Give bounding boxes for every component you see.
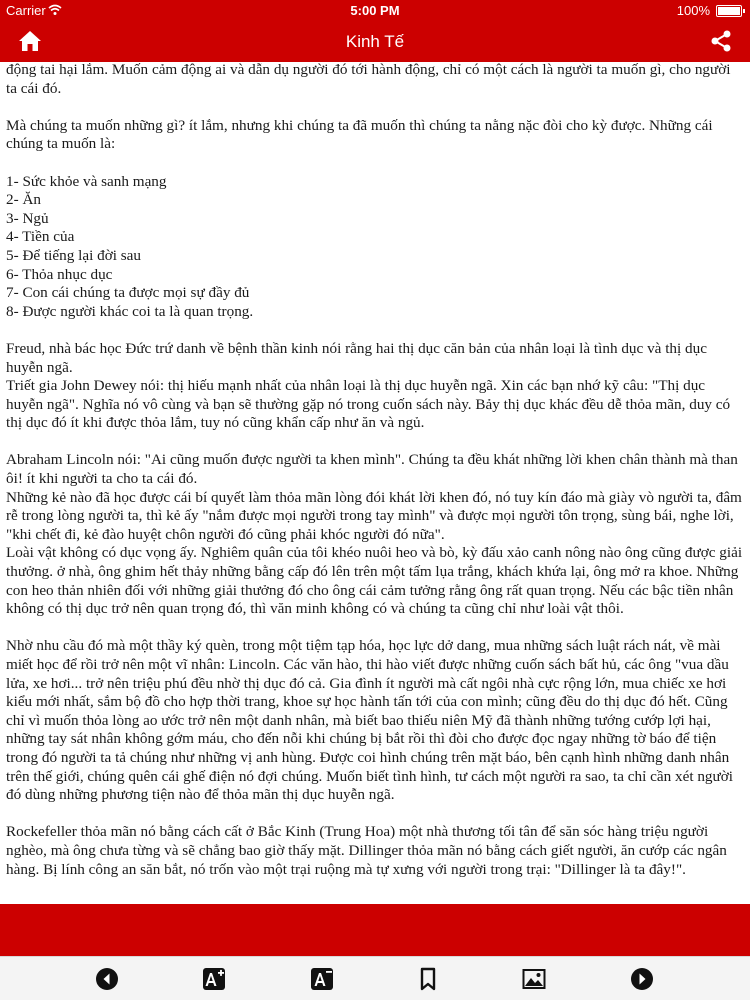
share-icon[interactable] xyxy=(710,30,732,52)
status-time: 5:00 PM xyxy=(350,3,400,18)
image-icon[interactable] xyxy=(522,967,546,991)
article-paragraph: Loài vật không có dục vọng ấy. Nghiêm quân của tôi khéo nuôi heo và bò, kỳ đấu xảo canh nông nào ông cũng được giải thưởng. ở nhà, ông ghim hết thảy những bằng cấp đó lên trên một tấm lụa trắng, khách khứa lại, ông mở ra khoe. Những con heo thản nhiên đối với những giải thưởng đó cho ông cái cảm tưởng rằng ông rất quan trọng. Nếu các bậc tiền nhân không có thị dục trở nên quan trọng đó, thì văn minh không có và chúng ta cũng chỉ như loài vật thôi. xyxy=(6,544,743,618)
article-paragraph: Nhờ nhu cầu đó mà một thầy ký quèn, trong một tiệm tạp hóa, học lực dở dang, mua những sách luật rách nát, về mài miết học để rồi trở nên một vĩ nhân: Lincoln. Các văn hào, thi hào viết được những cuốn sách bất hủ, các ông "vua dầu lửa, xe hơi... trở nên triệu phú đều nhờ thị dục đó cả. Gia đình ít người mà cất ngôi nhà cực rộng lớn, mua chiếc xe hơi kiểu mới nhất, sắm bộ đồ cho hợp thời trang, khoe sự học hành tấn tới của con mình; cũng đều do thị dục đó hết. Cũng chỉ vì muốn thỏa lòng ao ước trở nên một danh nhân, mà biết bao thiếu niên Mỹ đã thành những tướng cướp lợi hại, những tay sát nhân không gớm máu, cho đến nỗi khi chúng bị bắt rồi thì đòi cho được đọc ngay những tờ báo để tiện trong đó người ta tả chúng như những vị anh hùng. Được coi hình chúng trên mặt báo, bên cạnh hình những danh nhân trên thế giới, chúng quên cái ghế điện nó đợi chúng. Muốn biết tình hình, tư cách một người ra sao, ta chỉ cần xét người đó dùng những phương tiện nào để thỏa mãn thị dục huyễn ngã. xyxy=(6,637,734,804)
navigation-bar xyxy=(0,22,750,62)
previous-icon[interactable] xyxy=(95,967,119,991)
bookmark-icon[interactable] xyxy=(416,967,440,991)
article-list: 1- Sức khỏe và sanh mạng 2- Ăn 3- Ngủ 4- Tiền của 5- Để tiếng lại đời sau 6- Thỏa nhục dục 7- Con cái chúng ta được mọi sự đầy đủ 8- Được người khác coi ta là quan trọng. xyxy=(6,172,254,320)
font-increase-icon[interactable] xyxy=(202,967,226,991)
article-content[interactable] xyxy=(0,62,750,904)
article-paragraph: Triết gia John Dewey nói: thị hiếu mạnh nhất của nhân loại là thị dục huyễn ngã. Xin các bạn nhớ kỹ câu: "Thị dục huyễn ngã". Nghĩa nó vô cùng và bạn sẽ thường gặp nó trong cuốn sách này. Bảy thị dục khác đều dễ thỏa mãn, duy có thị dục đó ít khi được thỏa lắm, tuy nó cũng khẩn cấp như ăn và ngủ. xyxy=(6,377,731,432)
article-paragraph: động tai hại lắm. Muốn cảm động ai và dẫn dụ người đó tới hành động, chỉ có một cách là người ta muốn gì, cho người ta cái đó. xyxy=(6,62,731,97)
article-paragraph: Rockefeller thỏa mãn nó bằng cách cất ở Bắc Kinh (Trung Hoa) một nhà thương tối tân để săn sóc hàng triệu người nghèo, mà ông chưa từng và sẽ chẳng bao giờ thấy mặt. Dillinger thỏa mãn nó bằng cách giết người, ăn cướp các ngân hàng. Bị lính công an săn bắt, nó trốn vào một trại ruộng mà tự xưng với người trong trại: "Dillinger là ta đây!". xyxy=(6,823,727,878)
next-icon[interactable] xyxy=(630,967,654,991)
carrier-label: Carrier xyxy=(6,3,46,18)
battery-icon xyxy=(716,5,742,17)
article-paragraph: Freud, nhà bác học Đức trứ danh về bệnh thần kinh nói rằng hai thị dục căn bản của nhân loại là tình dục và thị dục huyễn ngã. xyxy=(6,339,707,376)
article-paragraph: Mà chúng ta muốn những gì? ít lắm, nhưng khi chúng ta đã muốn thì chúng ta nằng nặc đòi cho kỳ được. Những cái chúng ta muốn là: xyxy=(6,116,713,153)
article-paragraph: Những kẻ nào đã học được cái bí quyết làm thỏa mãn lòng đói khát lời khen đó, nó tuy kín đáo mà giày vò người ta, đâm rễ trong lòng người ta, thì kẻ ấy "nắm được mọi người trong tay mình" và được mọi người tôn trọng, sùng bái, nghe lời, "khi chết đi, kẻ đào huyệt chôn người đó cũng phải khóc người đó nữa". xyxy=(6,488,742,543)
battery-percent: 100% xyxy=(676,3,710,18)
article-paragraph: Abraham Lincoln nói: "Ai cũng muốn được người ta khen mình". Chúng ta đều khát những lời khen chân thành mà than ôi! ít khi người ta cho ta cái đó. xyxy=(6,451,738,488)
bottom-toolbar xyxy=(0,956,750,1000)
font-decrease-icon[interactable] xyxy=(310,967,334,991)
status-bar xyxy=(0,0,750,22)
page-title: Kinh Tế xyxy=(345,32,405,51)
footer-band xyxy=(0,904,750,956)
